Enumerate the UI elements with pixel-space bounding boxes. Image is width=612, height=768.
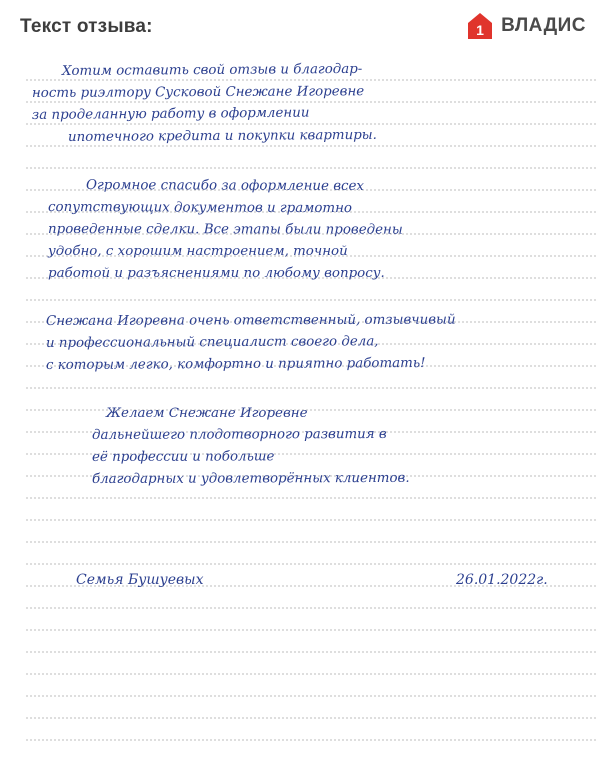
review-line: с которым легко, комфортно и приятно работать! <box>45 356 426 374</box>
review-line: Желаем Снежане Игоревне <box>106 406 308 421</box>
page-title: Текст отзыва: <box>20 16 153 37</box>
review-line: ипотечного кредита и покупки квартиры. <box>67 127 377 146</box>
review-line: дальнейшего плодотворного развития в <box>91 426 387 444</box>
logo-digit: 1 <box>476 22 484 38</box>
review-line: за проделанную работу в оформлении <box>31 105 310 124</box>
review-line: проведенные сделки. Все этапы были проведены <box>48 222 403 238</box>
signature: Семья Бушуевых <box>76 572 204 588</box>
review-line: сопутствующих документов и грамотно <box>48 200 353 217</box>
house-logo-icon <box>467 12 493 40</box>
review-date: 26.01.2022г. <box>456 572 548 588</box>
review-line: её профессии и побольше <box>91 449 275 466</box>
review-line: Хотим оставить свой отзыв и благодар- <box>61 61 363 80</box>
review-line: работой и разъяснениями по любому вопросу. <box>48 266 385 281</box>
review-line: Огромное спасибо за оформление всех <box>86 178 365 194</box>
brand-name: ВЛАДИС <box>501 15 586 36</box>
review-line: Снежана Игоревна очень ответственный, отзывчивый <box>45 312 456 330</box>
review-sheet <box>26 58 598 762</box>
brand-logo <box>467 12 586 40</box>
header <box>0 0 612 54</box>
review-line: удобно, с хорошим настроением, точной <box>48 244 348 259</box>
review-line: и профессиональный специалист своего дела, <box>45 334 379 352</box>
review-line: благодарных и удовлетворённых клиентов. <box>91 470 410 488</box>
review-line: ность риэлтору Сусковой Снежане Игоревне <box>31 84 365 102</box>
